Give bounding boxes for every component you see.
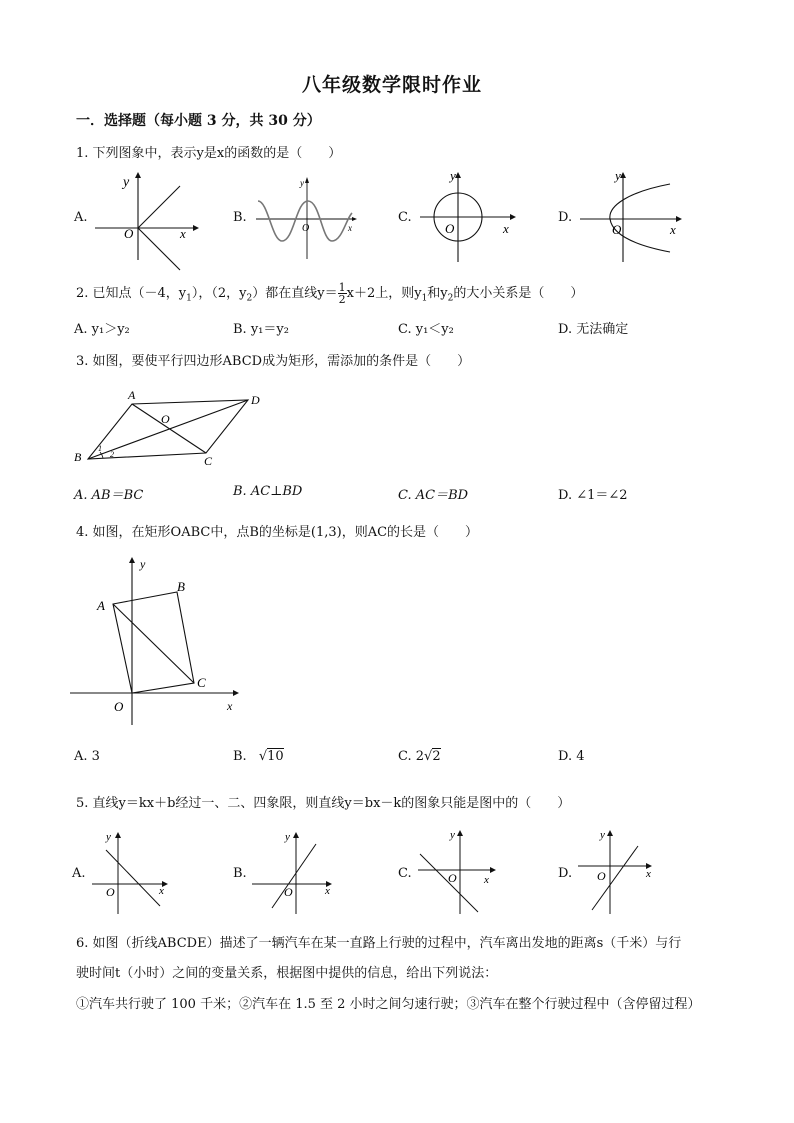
q2-stem-part-e: 和y — [427, 286, 448, 301]
q1c-origin-label: O — [445, 221, 455, 236]
q5a-origin-label: O — [106, 885, 115, 899]
q5-graph-b — [252, 830, 337, 915]
q6-line-1: 6. 如图（折线ABCDE）描述了一辆汽车在某一直路上行驶的过程中，汽车离出发地的距离s（千米）与行 — [76, 936, 682, 951]
sqrt-icon: √ — [424, 749, 433, 764]
q5c-y-label: y — [450, 829, 455, 841]
q4-stem: 4. 如图，在矩形OABC中，点B的坐标是(1,3)，则AC的长是（ ） — [76, 525, 479, 540]
q2-stem-part-a: 2. 已知点（－4，y — [76, 286, 187, 301]
q5a-x-label: x — [159, 885, 164, 897]
q5-option-a-label: A. — [72, 866, 86, 881]
q1a-x-label: x — [180, 226, 186, 241]
q1d-y-label: y — [615, 168, 621, 183]
q5d-y-label: y — [600, 829, 605, 841]
q3-label-o: O — [161, 412, 170, 426]
sqrt-icon: √ — [258, 749, 268, 764]
q5-option-d-label: D. — [558, 866, 573, 881]
q1-option-a-label: A. — [74, 210, 88, 225]
q3-option-c: C. AC＝BD — [398, 488, 469, 503]
q3-label-c: C — [204, 454, 213, 468]
q5b-x-label: x — [325, 885, 330, 897]
q2-option-b: B. y₁＝y₂ — [233, 322, 289, 337]
q5-stem: 5. 直线y＝kx＋b经过一、二、四象限，则直线y＝bx－k的图象只能是图中的（ ） — [76, 796, 571, 811]
q2-option-a: A. y₁＞y₂ — [74, 322, 130, 337]
q1a-origin-label: O — [124, 226, 134, 241]
q2-stem — [76, 282, 583, 305]
q2-frac-num: 1 — [338, 281, 346, 294]
q4-label-b: B — [177, 579, 185, 594]
q1b-x-label: x — [348, 223, 352, 233]
q3-option-b: B. AC⊥BD — [233, 484, 303, 499]
q2-sub-4: 2 — [447, 293, 454, 304]
q1-option-c-label: C. — [398, 210, 412, 225]
q5b-origin-label: O — [284, 885, 293, 899]
q1-graph-d — [578, 170, 688, 265]
q1-option-d-label: D. — [558, 210, 573, 225]
q1d-origin-label: O — [612, 222, 622, 237]
q1c-y-label: y — [450, 168, 456, 183]
q1-option-b-label: B. — [233, 210, 247, 225]
q1-graph-a — [95, 172, 205, 262]
q2-option-c: C. y₁＜y₂ — [398, 322, 454, 337]
q4-option-d: D. 4 — [558, 749, 585, 764]
q5-option-b-label: B. — [233, 866, 247, 881]
q3-option-d: D. ∠1＝∠2 — [558, 488, 628, 503]
q2-sub-1: 1 — [186, 293, 192, 304]
q3-stem: 3. 如图，要使平行四边形ABCD成为矩形，需添加的条件是（ ） — [76, 354, 471, 369]
q3-angle-1: 1 — [98, 444, 102, 453]
q4-label-o: O — [114, 699, 124, 714]
q4-option-a: A. 3 — [74, 749, 100, 764]
q4-option-c-prefix: C. 2 — [398, 749, 425, 764]
q4-label-c: C — [197, 675, 206, 690]
q2-fraction — [338, 282, 347, 305]
q5-graph-d — [578, 828, 663, 916]
q5a-y-label: y — [106, 831, 111, 843]
section-heading: 一．选择题（每小题 3 分，共 30 分） — [76, 113, 321, 129]
q5d-origin-label: O — [597, 869, 606, 883]
q2-sub-2: 2 — [246, 293, 253, 304]
q4-option-b-prefix: B. — [233, 749, 247, 764]
q4-y-label: y — [140, 557, 146, 571]
q2-stem-part-c: ）都在直线y＝ — [252, 286, 338, 301]
q1a-y-label: y — [123, 175, 130, 190]
q4-option-b — [233, 749, 284, 764]
q5-graph-a — [92, 830, 172, 915]
q6-line-2: 驶时间t（小时）之间的变量关系，根据图中提供的信息，给出下列说法： — [76, 966, 498, 981]
q1c-x-label: x — [503, 221, 509, 236]
q1-graph-b — [256, 175, 361, 260]
q1b-y-label: y — [300, 178, 304, 188]
q4-x-label: x — [227, 699, 233, 713]
q3-label-a: A — [128, 388, 136, 402]
q1-stem: 1. 下列图象中，表示y是x的函数的是（ ） — [76, 146, 342, 161]
q1d-x-label: x — [670, 222, 676, 237]
q3-parallelogram-figure — [70, 385, 270, 470]
q3-option-a: A. AB＝BC — [74, 488, 144, 503]
q3-label-d: D — [251, 393, 260, 407]
q5-graph-c — [418, 828, 503, 916]
q2-frac-den: 2 — [338, 293, 346, 306]
q5d-x-label: x — [646, 868, 651, 880]
q5c-x-label: x — [484, 874, 489, 886]
q4-option-b-radicand: 10 — [267, 749, 284, 764]
page-title: 八年级数学限时作业 — [302, 74, 483, 96]
q1b-origin-label: O — [302, 223, 310, 234]
q2-option-d: D. 无法确定 — [558, 322, 629, 337]
q3-label-b: B — [74, 450, 82, 464]
q5b-y-label: y — [285, 831, 290, 843]
q2-stem-part-f: 的大小关系是（ ） — [453, 286, 584, 301]
q4-rectangle-figure — [70, 555, 250, 730]
q5-option-c-label: C. — [398, 866, 412, 881]
q4-option-c — [398, 749, 441, 764]
q4-option-c-radicand: 2 — [432, 749, 441, 764]
q5c-origin-label: O — [448, 871, 457, 885]
q2-sub-3: 1 — [421, 293, 428, 304]
q2-stem-part-d: x＋2上，则y — [346, 286, 422, 301]
q1-graph-c — [418, 170, 523, 265]
q2-stem-part-b: ），（2，y — [191, 286, 247, 301]
q4-label-a: A — [97, 598, 105, 613]
q6-line-3: ①汽车共行驶了 100 千米；②汽车在 1.5 至 2 小时之间匀速行驶；③汽车在整个行驶过程中（含停留过程） — [76, 997, 701, 1012]
q3-angle-2: 2 — [110, 450, 114, 459]
